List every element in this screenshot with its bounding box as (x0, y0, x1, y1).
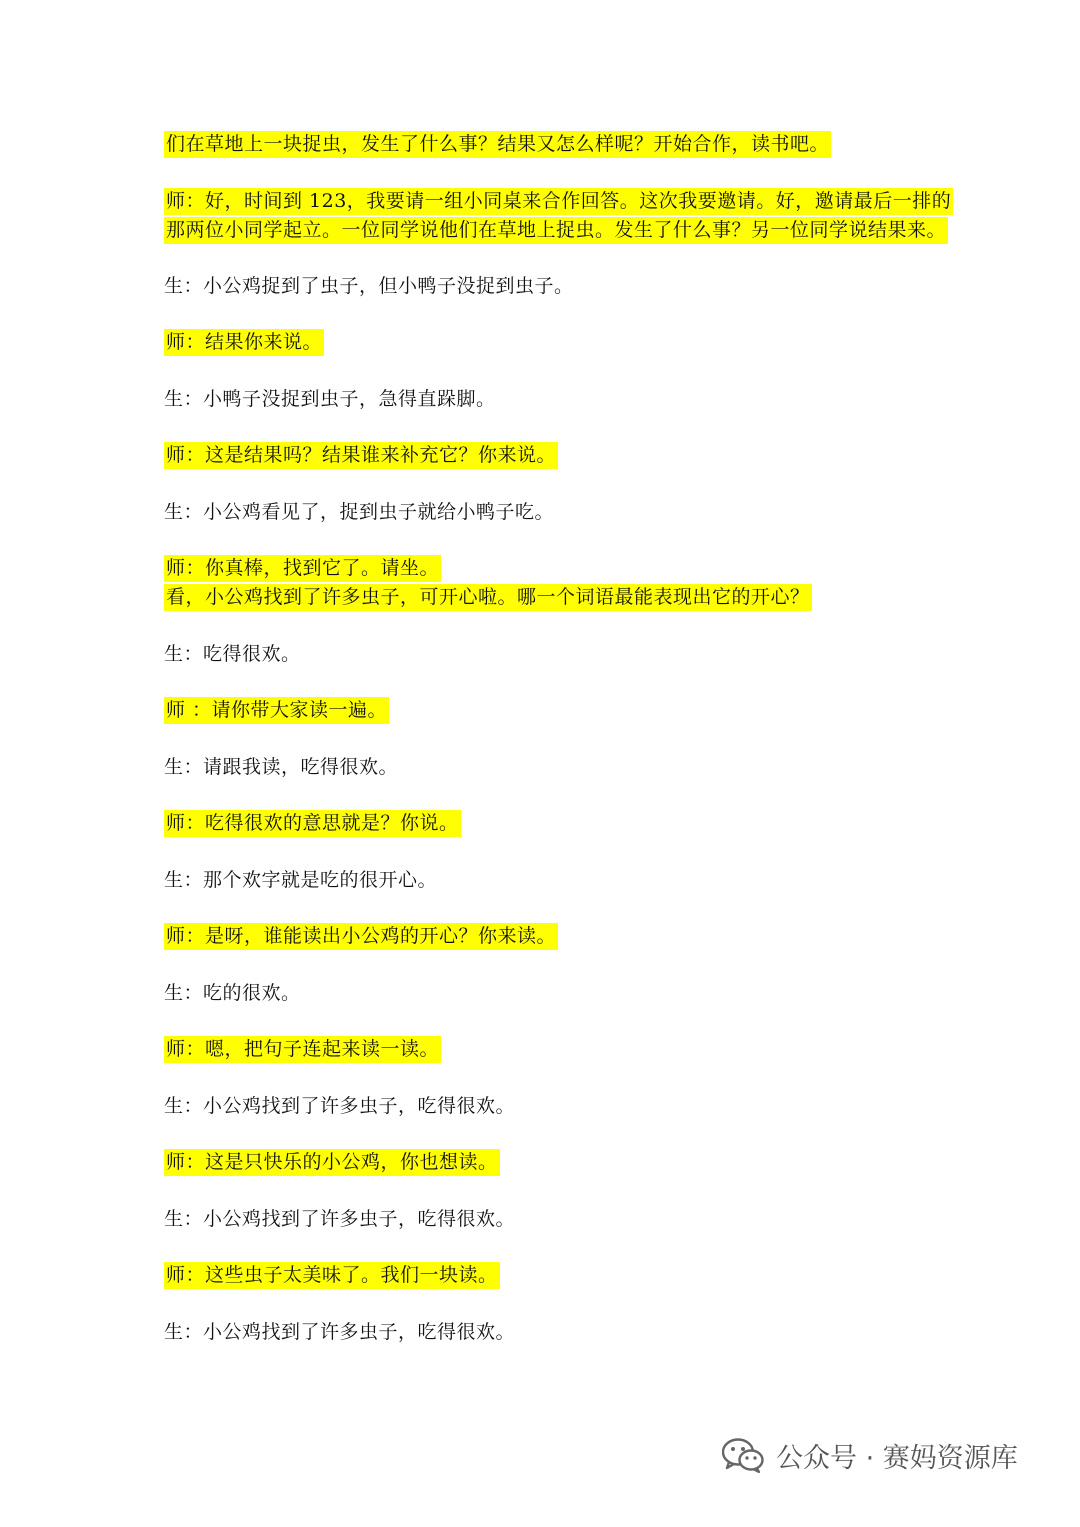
teacher-line (164, 809, 944, 838)
text-run: 师 ：请你带大家读一遍。 (164, 697, 389, 724)
text-line (164, 130, 944, 159)
text-run: 生：吃得很欢。 (164, 643, 301, 665)
wechat-icon (722, 1437, 764, 1473)
text-run: 生：小鸭子没捉到虫子，急得直跺脚。 (164, 388, 496, 410)
text-line (164, 753, 944, 782)
student-line (164, 753, 944, 782)
text-line (164, 696, 944, 725)
text-run: 生：小公鸡找到了许多虫子，吃得很欢。 (164, 1208, 516, 1230)
text-run: 师：结果你来说。 (164, 329, 324, 356)
text-run: 生：吃的很欢。 (164, 982, 301, 1004)
text-run: 生：请跟我读，吃得很欢。 (164, 756, 399, 778)
teacher-line (164, 130, 944, 159)
text-line (164, 922, 944, 951)
text-line (164, 328, 944, 357)
text-line (164, 385, 944, 414)
text-line (164, 187, 952, 216)
student-line (164, 1318, 944, 1347)
text-run: 生：小公鸡看见了，捉到虫子就给小鸭子吃。 (164, 501, 555, 523)
text-line (164, 498, 944, 527)
watermark-footer (722, 1430, 1018, 1480)
teacher-line (164, 187, 952, 245)
text-line (164, 554, 944, 583)
watermark-text: 公众号 · 赛妈资源库 (776, 1442, 1018, 1474)
text-run: 师：你真棒，找到它了。请坐。 (164, 555, 441, 582)
text-line (164, 979, 944, 1008)
text-run: 那两位小同学起立。一位同学说他们在草地上捉虫。发生了什么事？另一位同学说结果来。 (164, 217, 948, 244)
teacher-line (164, 922, 944, 951)
text-run: 看，小公鸡找到了许多虫子，可开心啦。哪一个词语最能表现出它的开心？ (164, 584, 812, 611)
text-line (164, 640, 944, 669)
text-run: 师：好，时间到 123，我要请一组小同桌来合作回答。这次我要邀请。好，邀请最后一排的 (164, 188, 953, 215)
teacher-line (164, 1035, 944, 1064)
teacher-line (164, 554, 944, 612)
text-run: 师：这些虫子太美味了。我们一块读。 (164, 1262, 500, 1289)
text-run: 师：这是只快乐的小公鸡，你也想读。 (164, 1149, 500, 1176)
text-line (164, 583, 944, 612)
student-line (164, 1205, 944, 1234)
text-line (164, 1205, 944, 1234)
student-line (164, 272, 944, 301)
teacher-line (164, 1148, 944, 1177)
text-run: 师：吃得很欢的意思就是？你说。 (164, 810, 461, 837)
text-line (164, 1092, 944, 1121)
student-line (164, 640, 944, 669)
teacher-line (164, 696, 944, 725)
text-line (164, 1148, 944, 1177)
text-run: 师：是呀，谁能读出小公鸡的开心？你来读。 (164, 923, 558, 950)
student-line (164, 866, 944, 895)
text-run: 师：这是结果吗？结果谁来补充它？你来说。 (164, 442, 558, 469)
text-run: 生：小公鸡找到了许多虫子，吃得很欢。 (164, 1321, 516, 1343)
text-line (164, 1261, 944, 1290)
text-run: 生：那个欢字就是吃的很开心。 (164, 869, 438, 891)
text-line (164, 216, 947, 245)
student-line (164, 1092, 944, 1121)
text-run: 们在草地上一块捉虫，发生了什么事？结果又怎么样呢？开始合作，读书吧。 (164, 131, 831, 158)
student-line (164, 385, 944, 414)
teacher-line (164, 1261, 944, 1290)
text-line (164, 441, 944, 470)
text-line (164, 809, 944, 838)
text-run: 生：小公鸡捉到了虫子，但小鸭子没捉到虫子。 (164, 275, 574, 297)
text-line (164, 1035, 944, 1064)
text-line (164, 866, 944, 895)
student-line (164, 498, 944, 527)
text-run: 师：嗯，把句子连起来读一读。 (164, 1036, 441, 1063)
student-line (164, 979, 944, 1008)
teacher-line (164, 441, 944, 470)
text-run: 生：小公鸡找到了许多虫子，吃得很欢。 (164, 1095, 516, 1117)
text-line (164, 1318, 944, 1347)
teacher-line (164, 328, 944, 357)
text-line (164, 272, 944, 301)
